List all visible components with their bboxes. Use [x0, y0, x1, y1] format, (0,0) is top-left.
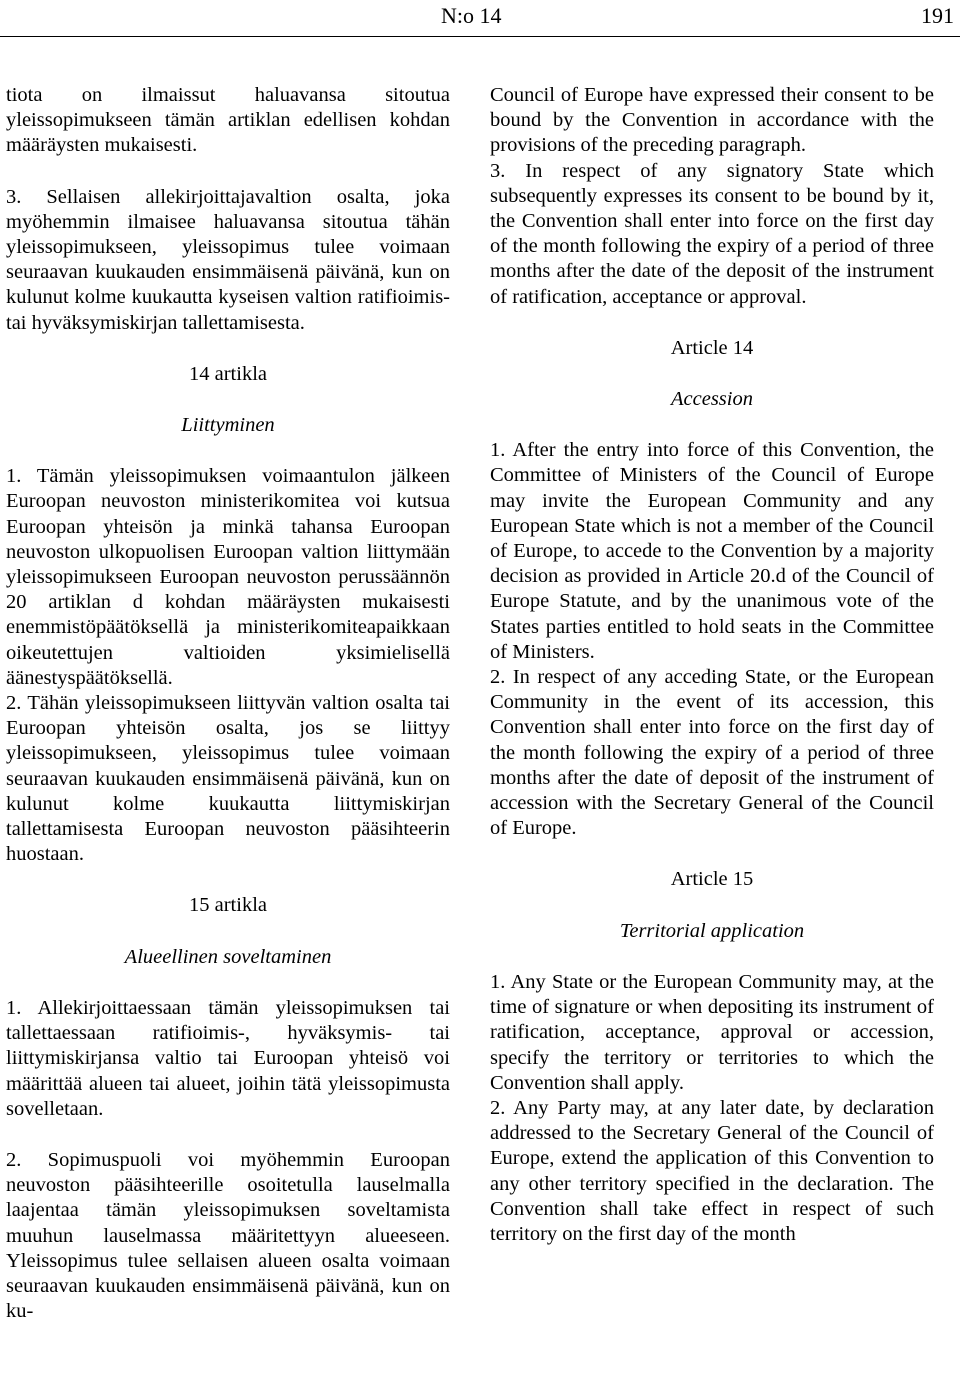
en-paragraph-3: 3. In respect of any signatory State which subsequently expresses its consent to be bound by it, the Convention shall enter into force on the first day of the month following the expiry of a period of three months after the date of the deposit of the instrument of ratification, acceptance or approval. [490, 159, 934, 308]
fi-paragraph-3: 3. Sellaisen allekirjoittajavaltion osalta, joka myöhemmin ilmaisee haluavansa sitoutua tähän yleissopimukseen, yleissopimus tulee voimaan seuraavan kuukauden ensimmäisenä päivänä, kun on kulunut kolme kuukautta kyseisen valtion ratifioimis- tai hyväksymiskirjan tallettamisesta. [6, 185, 450, 334]
en-intro-paragraph: Council of Europe have expressed their consent to be bound by the Convention in accordance with the provisions of the preceding paragraph. [490, 84, 934, 157]
fi-article-15-number: 15 artikla [189, 894, 267, 917]
en-article-14-paragraph-2: 2. In respect of any acceding State, or the European Community in the event of its accession, this Convention shall enter into force on the first day of the month following the expiry of a period of three months after the date of deposit of the instrument of accession with the Secretary General of the Council of Europe. [490, 666, 934, 840]
fi-intro-paragraph: tiota on ilmaissut haluavansa sitoutua yleissopimukseen tämän artiklan edellisen kohdan määräysten mukaisesti. [6, 84, 450, 157]
english-column [490, 83, 934, 1247]
header-rule [0, 36, 960, 37]
fi-article-14-title: Liittyminen [181, 414, 275, 437]
fi-article-14-paragraph-2: 2. Tähän yleissopimukseen liittyvän valtion osalta tai Euroopan yhteisön osalta, jos se liittyy yleissopimukseen, yleissopimus tulee voimaan seuraavan kuukauden ensimmäisenä päivänä, kun on kulunut kolme kuukautta liittymiskirjan tallettamisesta Euroopan neuvoston pääsihteerin huostaan. [6, 692, 450, 866]
en-article-15-number: Article 15 [670, 868, 754, 891]
fi-article-15-paragraph-2: 2. Sopimuspuoli voi myöhemmin Euroopan neuvoston pääsihteerille osoitetulla lauselmalla laajentaa tämän yleissopimuksen soveltamista muuhun lauselmassa määritettyyn alueeseen. Yleissopimus tulee sellaisen alueen osalta voimaan seuraavan kuukauden ensimmäisenä päivänä, kun on ku- [6, 1148, 450, 1323]
fi-article-15-title: Alueellinen soveltaminen [124, 945, 332, 968]
issue-number: N:o 14 [441, 3, 502, 28]
en-article-15-paragraph-1: 1. Any State or the European Community may, at the time of signature or when depositing its instrument of ratification, acceptance, approval or accession, specify the territory or territories to which the Convention shall apply. [490, 970, 934, 1094]
fi-article-14-paragraph-1: 1. Tämän yleissopimuksen voimaantulon jälkeen Euroopan neuvoston ministerikomitea voi kutsua Euroopan yhteisön ja minkä tahansa Euroopan neuvoston ulkopuolisen Euroopan valtion liittymään yleissopimukseen Euroopan neuvoston perussäännön 20 artiklan d kohdan määräysten mukaisesti enemmistöpäätöksellä ja ministerikomiteapaikkaan oikeutettujen valtioiden yksimielisellä äänestyspäätöksellä. [6, 465, 450, 689]
en-article-14-number: Article 14 [670, 336, 754, 359]
en-article-15-title: Territorial application [619, 919, 805, 942]
page-header [0, 0, 960, 40]
finnish-column [6, 83, 450, 1324]
en-article-14-paragraph-1: 1. After the entry into force of this Convention, the Committee of Ministers of the Council of Europe may invite the European Community and any European State which is not a member of the Council of Europe, to accede to the Convention by a majority decision as provided in Article 20.d of the Council of Europe Statute, and by the unanimous vote of the States parties entitled to hold seats in the Committee of Ministers. [490, 439, 934, 663]
en-article-15-paragraph-2: 2. Any Party may, at any later date, by declaration addressed to the Secretary General of the Council of Europe, extend the application of this Convention to any other territory specified in the declaration. The Convention shall take effect in respect of such territory on the first day of the month [490, 1096, 934, 1245]
fi-article-15-paragraph-1: 1. Allekirjoittaessaan tämän yleissopimuksen tai tallettaessaan ratifioimis-, hyväksymis- tai liittymiskirjansa valtio tai Euroopan yhteisö voi määrittää alueen tai alueet, joihin tätä yleissopimusta sovelletaan. [6, 996, 450, 1120]
en-article-14-title: Accession [671, 388, 753, 411]
fi-article-14-number: 14 artikla [189, 362, 267, 385]
page-number: 191 [921, 3, 954, 28]
